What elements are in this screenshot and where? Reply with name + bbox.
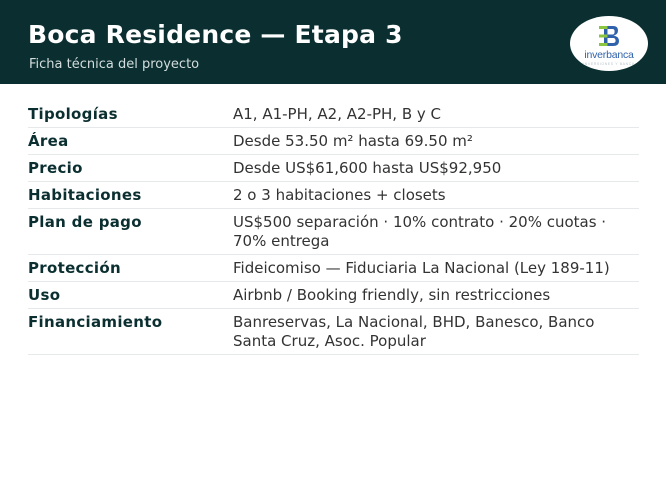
logo-tagline: INVERSIONES Y BANCA bbox=[583, 62, 635, 66]
page-header bbox=[0, 0, 666, 84]
spec-row-uso bbox=[28, 282, 639, 309]
spec-label: Área bbox=[28, 132, 69, 150]
spec-label: Habitaciones bbox=[28, 186, 142, 204]
spec-label: Precio bbox=[28, 159, 83, 177]
spec-value: Banreservas, La Nacional, BHD, Banesco, Banco Santa Cruz, Asoc. Popular bbox=[233, 313, 595, 350]
spec-value: Desde US$61,600 hasta US$92,950 bbox=[233, 159, 502, 177]
spec-row-habitaciones bbox=[28, 182, 639, 209]
spec-label: Uso bbox=[28, 286, 61, 304]
spec-value: Fideicomiso — Fiduciaria La Nacional (Ley 189-11) bbox=[233, 259, 610, 277]
page-subtitle: Ficha técnica del proyecto bbox=[29, 57, 200, 72]
spec-value: Desde 53.50 m² hasta 69.50 m² bbox=[233, 132, 473, 150]
spec-row-area bbox=[28, 128, 639, 155]
spec-value: 2 o 3 habitaciones + closets bbox=[233, 186, 446, 204]
inverbanca-logo bbox=[570, 16, 648, 71]
spec-value: Airbnb / Booking friendly, sin restricciones bbox=[233, 286, 551, 304]
spec-label: Tipologías bbox=[28, 105, 118, 123]
spec-label: Plan de pago bbox=[28, 213, 142, 231]
logo-wordmark: inverbanca bbox=[584, 49, 634, 61]
inverbanca-logo-icon bbox=[599, 25, 621, 47]
spec-value: A1, A1-PH, A2, A2-PH, B y C bbox=[233, 105, 442, 123]
spec-row-financiamiento bbox=[28, 309, 639, 355]
spec-label: Financiamiento bbox=[28, 313, 163, 331]
spec-table bbox=[28, 101, 639, 355]
page-title: Boca Residence — Etapa 3 bbox=[28, 20, 403, 49]
spec-row-tipologias bbox=[28, 101, 639, 128]
spec-label: Protección bbox=[28, 259, 121, 277]
spec-row-proteccion bbox=[28, 255, 639, 282]
spec-value: US$500 separación · 10% contrato · 20% cuotas · 70% entrega bbox=[233, 213, 607, 250]
spec-row-plan-de-pago bbox=[28, 209, 639, 255]
spec-row-precio bbox=[28, 155, 639, 182]
